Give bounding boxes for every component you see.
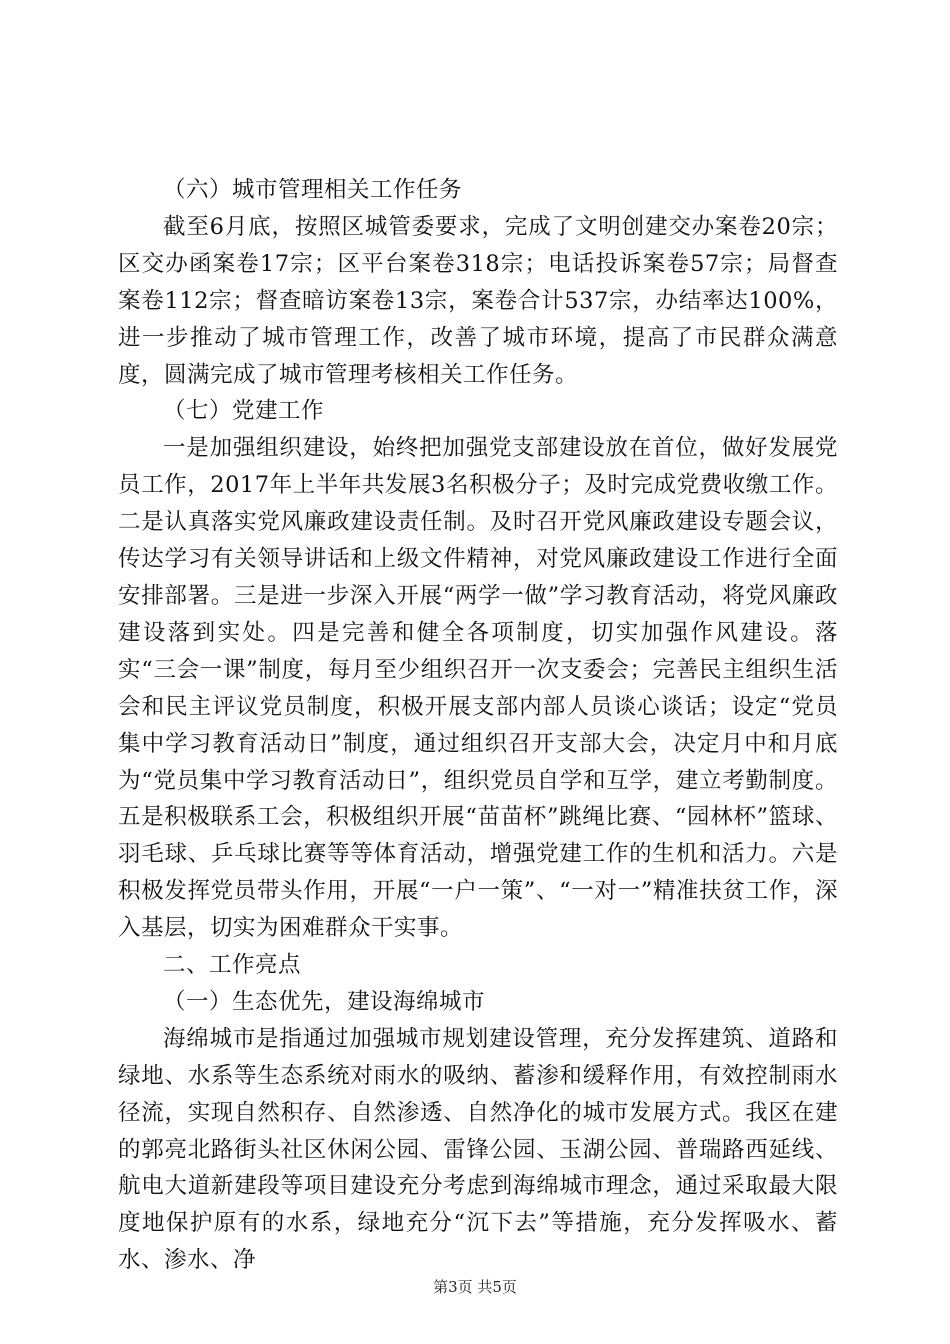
section-heading: （六）城市管理相关工作任务 [163,177,463,203]
document-body [118,172,838,1279]
section-heading: （一）生态优先，建设海绵城市 [163,988,486,1015]
section-heading: （七）党建工作 [163,398,325,425]
section-heading: 二、工作亮点 [163,952,302,979]
body-paragraph: 截至6月底，按照区城管委要求，完成了文明创建交办案卷20宗；区交办函案卷17宗；区平台案卷318宗；电话投诉案卷57宗；局督查案卷112宗；督查暗访案卷13宗，案卷合计537宗，办结率达100%，进一步推动了城市管理工作，改善了城市环境，提高了市民群众满意度，圆满完成了城市管理考核相关工作任务。 [118,213,838,388]
body-paragraph: 一是加强组织建设，始终把加强党支部建设放在首位，做好发展党员工作，2017年上半年共发展3名积极分子；及时完成党费收缴工作。二是认真落实党风廉政建设责任制。及时召开党风廉政建设专题会议，传达学习有关领导讲话和上级文件精神，对党风廉政建设工作进行全面安排部署。三是进一步深入开展“两学一做”学习教育活动，将党风廉政建设落到实处。四是完善和健全各项制度，切实加强作风建设。落实“三会一课”制度，每月至少组织召开一次支委会；完善民主组织生活会和民主评议党员制度，积极开展支部内部人员谈心谈话；设定“党员集中学习教育活动日”制度，通过组织召开支部大会，决定月中和月底为“党员集中学习教育活动日”，组织党员自学和互学，建立考勤制度。五是积极联系工会，积极组织开展“苗苗杯”跳绳比赛、“园林杯”篮球、羽毛球、乒乓球比赛等等体育活动，增强党建工作的生机和活力。六是积极发挥党员带头作用，开展“一户一策”、“一对一”精准扶贫工作，深入基层，切实为困难群众干实事。 [118,435,838,942]
body-paragraph: 海绵城市是指通过加强城市规划建设管理，充分发挥建筑、道路和绿地、水系等生态系统对雨水的吸纳、蓄渗和缓释作用，有效控制雨水径流，实现自然积存、自然渗透、自然净化的城市发展方式。我区在建的郭亮北路街头社区休闲公园、雷锋公园、玉湖公园、普瑞路西延线、航电大道新建段等项目建设充分考虑到海绵城市理念，通过采取最大限度地保护原有的水系，绿地充分“沉下去”等措施，充分发挥吸水、蓄水、渗水、净 [118,1025,838,1274]
page-footer: 第3页 共5页 [433,1278,517,1296]
